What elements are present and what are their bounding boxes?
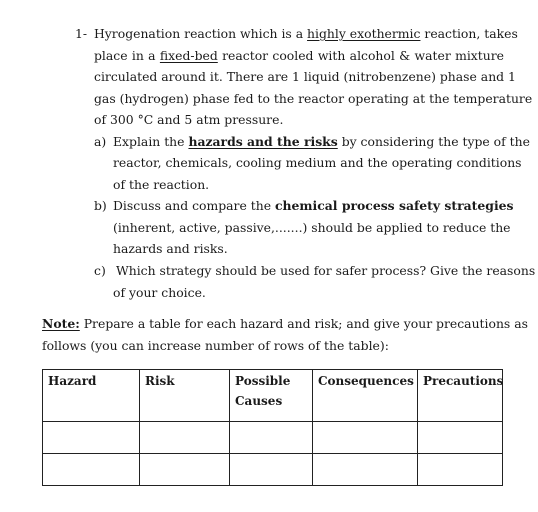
part-a-line-2: reactor, chemicals, cooling medium and the operating conditions xyxy=(113,155,522,170)
table-cell[interactable] xyxy=(140,422,230,454)
note-line-1: Note: Prepare a table for each hazard and risk; and give your precautions as xyxy=(42,316,528,331)
part-a-label: a) xyxy=(94,134,107,149)
table-row xyxy=(43,422,503,454)
part-a-line-3: of the reaction. xyxy=(113,177,210,192)
cut-off-header-mark xyxy=(244,0,374,4)
table-row xyxy=(43,454,503,486)
part-c-line-1: Which strategy should be used for safer process? Give the reasons xyxy=(116,263,536,278)
hazard-table xyxy=(42,369,503,486)
part-a-line-1: Explain the hazards and the risks by considering the type of the xyxy=(113,134,530,149)
table-cell[interactable] xyxy=(43,454,140,486)
header-risk: Risk xyxy=(140,370,230,422)
question-line-1: Hyrogenation reaction which is a highly exothermic reaction, takes xyxy=(94,26,518,41)
question-line-4: gas (hydrogen) phase fed to the reactor operating at the temperature xyxy=(94,91,533,106)
table-cell[interactable] xyxy=(418,454,503,486)
part-b-line-1: Discuss and compare the chemical process safety strategies xyxy=(113,198,514,213)
question-number: 1- xyxy=(75,26,88,41)
table-header-row xyxy=(43,370,503,422)
table-cell[interactable] xyxy=(43,422,140,454)
part-c-label: c) xyxy=(94,263,106,278)
note-line-2: follows (you can increase number of rows of the table): xyxy=(42,338,389,353)
table-cell[interactable] xyxy=(140,454,230,486)
part-b-line-3: hazards and risks. xyxy=(113,241,228,256)
table-cell[interactable] xyxy=(230,454,313,486)
question-line-5: of 300 °C and 5 atm pressure. xyxy=(94,112,284,127)
table-cell[interactable] xyxy=(418,422,503,454)
question-line-3: circulated around it. There are 1 liquid (nitrobenzene) phase and 1 xyxy=(94,69,516,84)
part-b-label: b) xyxy=(94,198,107,213)
part-c-line-2: of your choice. xyxy=(113,285,206,300)
table-cell[interactable] xyxy=(313,454,418,486)
header-precautions: Precautions xyxy=(418,370,503,422)
question-line-2: place in a fixed-bed reactor cooled with alcohol & water mixture xyxy=(94,48,504,63)
header-consequences: Consequences xyxy=(313,370,418,422)
header-possible-causes: Possible Causes xyxy=(230,370,313,422)
header-hazard: Hazard xyxy=(43,370,140,422)
table-cell[interactable] xyxy=(230,422,313,454)
part-b-line-2: (inherent, active, passive,.......) should be applied to reduce the xyxy=(113,220,511,235)
table-cell[interactable] xyxy=(313,422,418,454)
note-label: Note: xyxy=(42,316,80,331)
